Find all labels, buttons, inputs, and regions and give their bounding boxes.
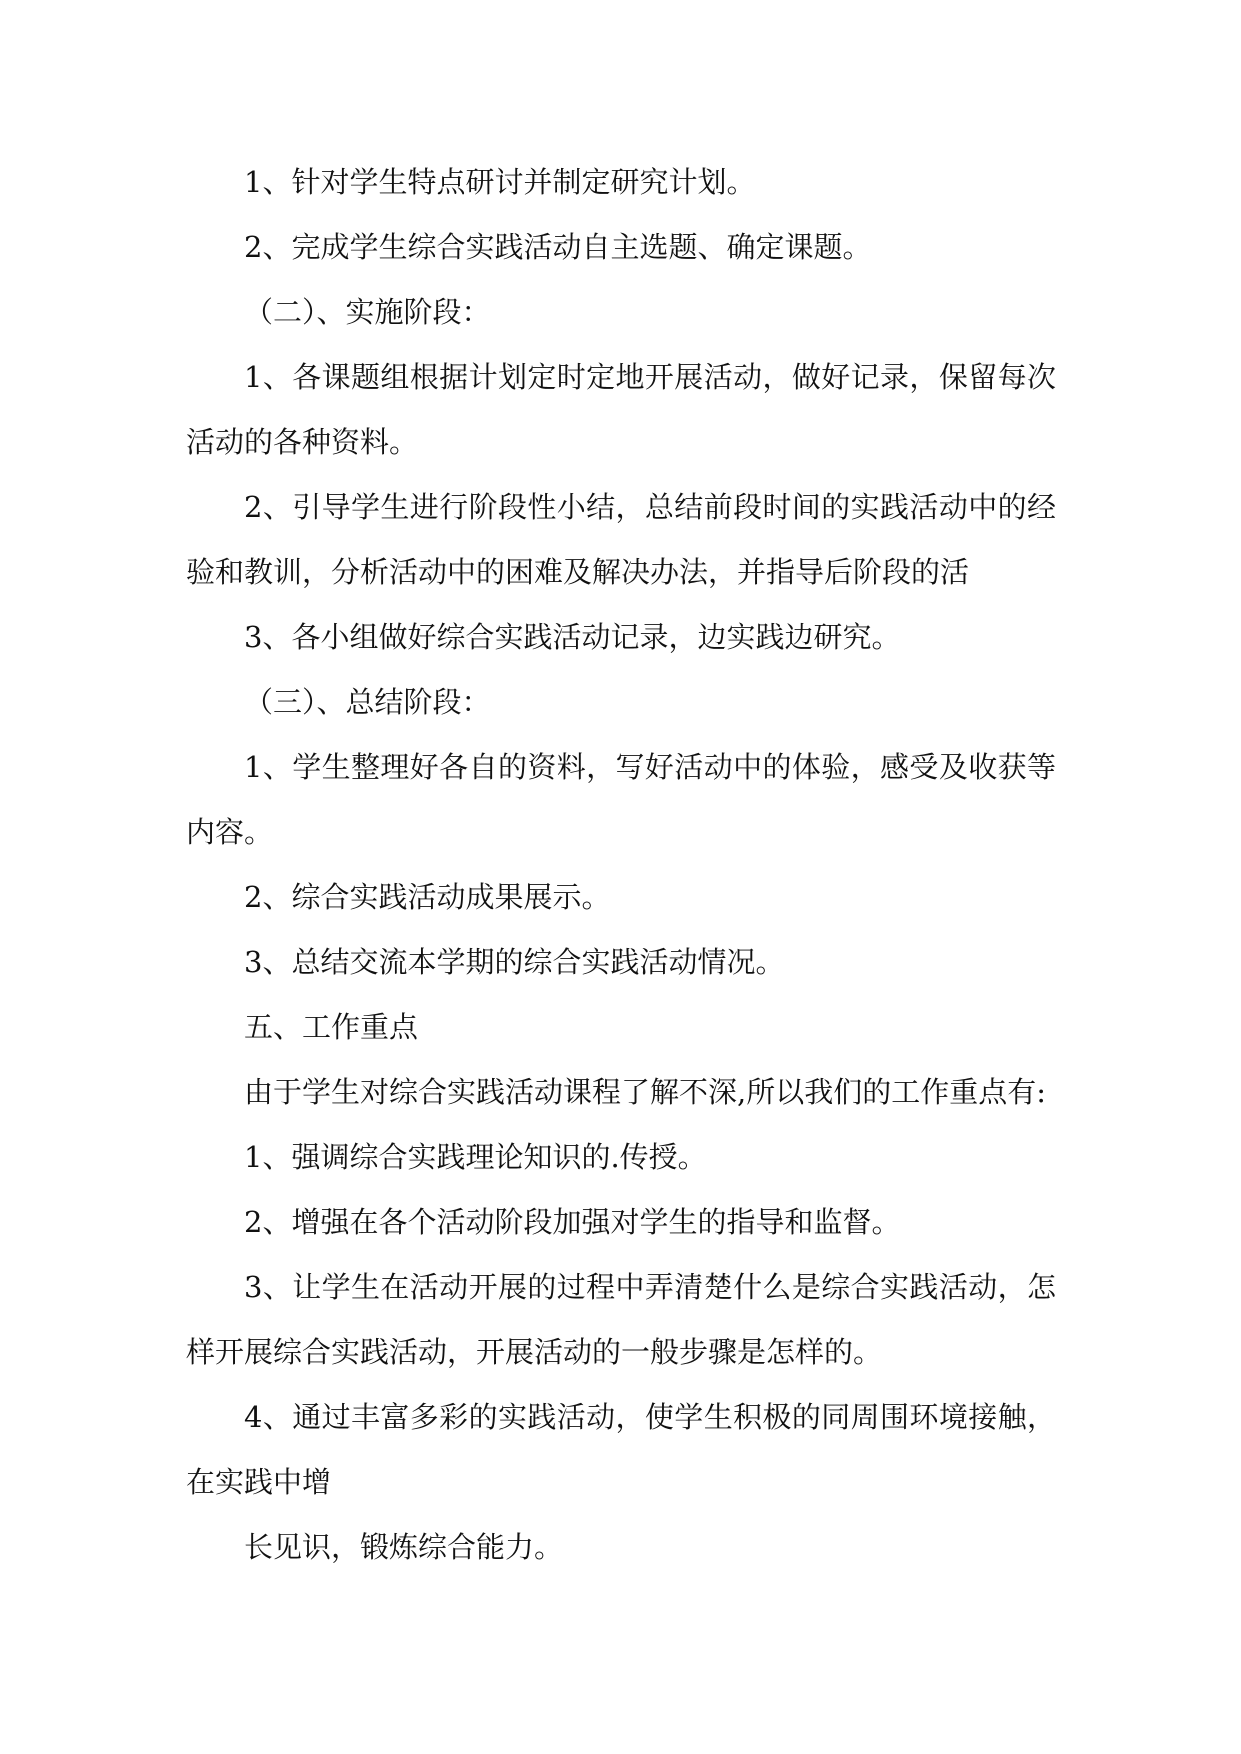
- text-line: 长见识，锻炼综合能力。: [244, 1530, 564, 1564]
- section-heading: 五、工作重点: [244, 1010, 419, 1044]
- text-line: 样开展综合实践活动，开展活动的一般步骤是怎样的。: [186, 1335, 883, 1369]
- section-heading: （三）、总结阶段：: [244, 685, 491, 719]
- section-heading: （二）、实施阶段：: [244, 295, 491, 329]
- text-line: 3、让学生在活动开展的过程中弄清楚什么是综合实践活动，怎: [244, 1270, 1056, 1304]
- text-line: 1、学生整理好各自的资料，写好活动中的体验，感受及收获等: [244, 750, 1056, 784]
- text-line: 3、各小组做好综合实践活动记录，边实践边研究。: [244, 620, 901, 654]
- document-body: [186, 150, 1056, 1580]
- text-line: 内容。: [186, 815, 274, 849]
- text-line: 验和教训，分析活动中的困难及解决办法，并指导后阶段的活: [186, 555, 970, 589]
- text-line: 1、针对学生特点研讨并制定研究计划。: [244, 165, 756, 199]
- text-line: 2、引导学生进行阶段性小结，总结前段时间的实践活动中的经: [244, 490, 1056, 524]
- text-line: 1、强调综合实践理论知识的.传授。: [244, 1140, 707, 1174]
- text-line: 3、总结交流本学期的综合实践活动情况。: [244, 945, 785, 979]
- text-line: 2、增强在各个活动阶段加强对学生的指导和监督。: [244, 1205, 901, 1239]
- text-line: 由于学生对综合实践活动课程了解不深,所以我们的工作重点有:: [244, 1075, 1046, 1109]
- text-line: 1、各课题组根据计划定时定地开展活动，做好记录，保留每次: [244, 360, 1056, 394]
- text-line: 活动的各种资料。: [186, 425, 419, 459]
- text-line: 2、综合实践活动成果展示。: [244, 880, 611, 914]
- text-line: 在实践中增: [186, 1465, 332, 1499]
- text-line: 4、通过丰富多彩的实践活动，使学生积极的同周围环境接触，: [244, 1400, 1056, 1434]
- text-line: 2、完成学生综合实践活动自主选题、确定课题。: [244, 230, 872, 264]
